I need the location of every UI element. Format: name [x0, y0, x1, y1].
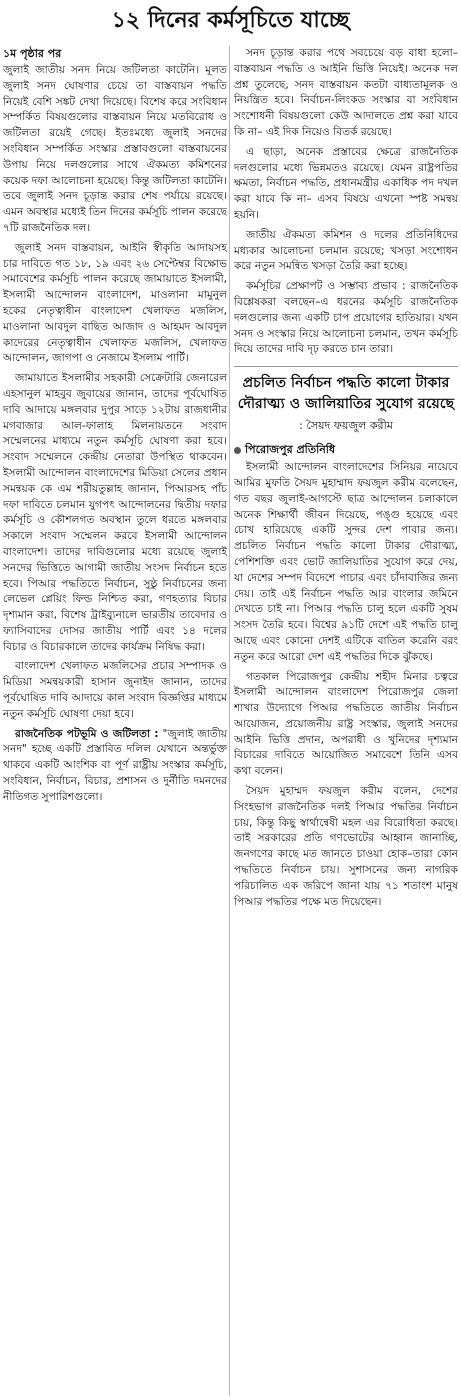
left-column: [3, 46, 227, 1396]
sub-headline-credit: : সৈয়দ ফয়জুল করীম: [299, 419, 393, 433]
paragraph: জুলাই জাতীয় সনদ নিয়ে জটিলতা কাটেনি। মূলত জুলাই সনদ ঘোষণার চেয়ে তা বাস্তবায়ন পদ্ধতি নিয়েই বেশি সঙ্কট দেখা দিয়েছে। বিশেষ করে সংবিধান সম্পর্কিত বিষয়গুলোর বাস্তবায়ন নিয়ে মতবিরোধ ও জটিলতা রয়েই গেছে। ইতঃমধ্যে জুলাই সনদের সংবিধান সম্পর্কিত সংস্কার প্রস্তাবগুলো বাস্তবায়নের উপায় নিয়ে দলগুলোর সাথে ঐকমত্য কমিশনের কয়েক দফা আলোচনা হয়েছে। কিন্তু জটিলতা কাটেনি। তবে জুলাই সনদ চূড়ান্ত করার শেষ পর্যায়ে রয়েছে। এমন অবস্থার মধ্যেই তিন দিনের কর্মসূচি পালন করেছে ৭টি রাজনৈতিক দল।: [3, 64, 227, 234]
paragraph: জাতীয় ঐকমত্য কমিশন ও দলের প্রতিনিধিদের মধ্যকার আলোচনা চলমান রয়েছে; খসড়া সংশোধন করে নতুন সমন্বিত খসড়া তৈরি করা হচ্ছে।: [234, 228, 458, 273]
continued-from-label: ১ম পৃষ্ঠার পর: [3, 47, 62, 60]
section-lead: রাজনৈতিক পটভূমি ও জটিলতা :: [15, 727, 159, 740]
dateline: [234, 442, 458, 458]
dateline-text: পিরোজপুর প্রতিনিধি: [245, 443, 336, 457]
sub-headline: [234, 366, 458, 436]
sub-headline-text: প্রচলিত নির্বাচন পদ্ধতি কালো টাকার দৌরাত্ম্য ও জালিয়াতির সুযোগ রয়েছে: [237, 375, 455, 413]
column-divider: [229, 46, 230, 1396]
paragraph: গতকাল পিরোজপুর কেন্দ্রীয় শহীদ মিনার চত্বরে ইসলামী আন্দোলন বাংলাদেশ পিরোজপুর জেলা শাখার উদ্যোগে পিআর পদ্ধতিতে জাতীয় নির্বাচন আয়োজন, প্রয়োজনীয় রাষ্ট্র সংস্কার, জুলাই সনদের আইনি ভিত্তি প্রদান, অপরাধী ও খুনিদের দৃশ্যমান বিচারের দাবিতে আয়োজিত সমাবেশে তিনি এসব কথা বলেন।: [234, 670, 458, 778]
paragraph: জুলাই সনদ বাস্তবায়ন, আইনি স্বীকৃতি আদায়সহ চার দাবিতে গত ১৮, ১৯ এবং ২৬ সেপ্টেম্বর বিক্ষোভ সমাবেশের কর্মসূচি পালন করেছে জামায়াতে ইসলামী, ইসলামী আন্দোলন বাংলাদেশ, মাওলানা মামুনুল হকের নেতৃত্বাধীন বাংলাদেশ খেলাফত মজলিস, মাওলানা আবদুল বাছিত আজাদ ও আহমদ আবদুল কাদেরের নেতৃত্বাধীন খেলাফত মজলিস, খেলাফত আন্দোলন, জাগপা ও নেজামে ইসলাম পার্টি।: [3, 241, 227, 365]
paragraph: এ ছাড়া, অনেক প্রস্তাবের ক্ষেত্রে রাজনৈতিক দলগুলোর মধ্যে ভিন্নমতও রয়েছে। যেমন রাষ্ট্রপতির ক্ষমতা, নির্বাচন পদ্ধতি, প্রধানমন্ত্রীর একাধিক পদ দখল করা যাবে কি না– এসব বিষয়ে এখনো স্পষ্ট সমন্বয় হয়নি।: [234, 145, 458, 221]
paragraph: [3, 727, 227, 806]
paragraph: বাংলাদেশ খেলাফত মজলিসের প্রচার সম্পাদক ও মিডিয়া সমন্বয়কারী হাসান জুনাইদ জানান, তাদের পূর্বঘোষিত দাবি আদায়ে কাল সংবাদ বিজ্ঞপ্তির মাধ্যমে নতুন কর্মসূচি ঘোষণা দেয়া হবে।: [3, 660, 227, 720]
right-column: [234, 46, 458, 1396]
paragraph: জামায়াতে ইসলামীর সহকারী সেক্রেটারি জেনারেল এহসানুল মাহবুব জুবায়ের জানান, তাদের পূর্বঘোষিত দাবি আদায়ে মঙ্গলবার দুপুর সাড়ে ১২টায় রাজধানীর মগবাজার আল-ফালাহ মিলনায়তনে সংবাদ সম্মেলনের মাধ্যমে নতুন কর্মসূচি ঘোষণা করা হবে। সংবাদ সম্মেলনে কেন্দ্রীয় নেতারা উপস্থিত থাকবেন। ইসলামী আন্দোলন বাংলাদেশের মিডিয়া সেলের প্রধান সমন্বয়ক কে এম শরীয়তুল্লাহ জানান, পিআরসহ পাঁচ দফা দাবিতে চলমান যুগপৎ আন্দোলনের দ্বিতীয় দফার কর্মসূচি ও কৌশলগত অবস্থান তুলে ধরতে মঙ্গলবার সকালে সংবাদ সম্মেলন করবে ইসলামী আন্দোলন বাংলাদেশ। তাদের দাবিগুলোর মধ্যে রয়েছে জুলাই সনদের ভিত্তিতে আগামী জাতীয় সংসদ নির্বাচন হতে হবে। পিআর পদ্ধতিতে নির্বাচন, সুষ্ঠু নির্বাচনের জন্য লেভেল প্লেয়িং ফিল্ড নিশ্চিত করা, গণহত্যার বিচার দৃশ্যমান করা, বিশেষ ট্রাইব্যুনালে ভারতীয় তাবেদার ও ফ্যাসিবাদের দোসর জাতীয় পার্টি এবং ১৪ দলের বিচার ও বিচারকালে তাদের কার্যক্রম নিষিদ্ধ করা।: [3, 372, 227, 653]
headline: ১২ দিনের কর্মসূচিতে যাচ্ছে: [111, 8, 350, 33]
bullet-icon: [234, 447, 241, 454]
paragraph: সনদ চূড়ান্ত করার পথে সবচেয়ে বড় বাধা হলো– বাস্তবায়ন পদ্ধতি ও আইনি ভিত্তি নিয়েই। অনেক দল প্রশ্ন তুলেছে, সনদ বাস্তবায়ন কতটা বাধ্যতামূলক ও নিয়ন্ত্রিত হবে। নির্বাচন-লিংকড সংস্কার বা সংবিধান সংশোধনী বিষয়গুলো কেউ আদালতে প্রশ্ন করা যাবে কি না– এই দিক নিয়েও বিতর্ক রয়েছে।: [234, 47, 458, 138]
paragraph: কর্মসূচির প্রেক্ষাপট ও সম্ভাব্য প্রভাব : রাজনৈতিক বিশ্লেষকরা বলছেন–এ ধরনের কর্মসূচি রাজনৈতিক দলগুলোর জন্য একটি চাপ প্রয়োগের হাতিয়ার। যখন সনদ ও সংস্কার নিয়ে আলোচনা চলমান, তখন কর্মসূচি দিয়ে তাদের দাবি দৃঢ় করতে চান তারা।: [234, 280, 458, 356]
paragraph: ইসলামী আন্দোলন বাংলাদেশের সিনিয়র নায়েবে আমির মুফতি সৈয়দ মুহাম্মাদ ফয়জুল করীম বলেছেন, গত বছর জুলাই-আগস্টে ছাত্র আন্দোলন চলাকালে অনেক শিক্ষার্থী জীবন দিয়েছে, পঙ্গু হয়েছে এবং চোখ হারিয়েছে একটি সুন্দর দেশ পাবার জন্য। প্রচলিত নির্বাচন পদ্ধতি কালো টাকার দৌরাত্ম্য, পেশিশক্তি এবং ভোট জালিয়াতির সুযোগ করে দেয়, যা দেশের সম্পদ বিদেশে পাচার এবং চাঁদাবাজির জন্য দেয়। তাই এই নির্বাচন পদ্ধতি আর বাংলার জমিনে দেখতে চাই না। পিআর পদ্ধতি চালু হলে একটি সুষম সংসদ তৈরি হবে। বিশ্বের ৯১টি দেশে এই পদ্ধতি চালু আছে এবং কোনো দেশই এটিকে বাতিল করেনি বরং নতুন করে আরো দেশ এই পদ্ধতির দিকে ঝুঁকছে।: [234, 461, 458, 663]
paragraph-text: "জুলাই জাতীয় সনদ" হচ্ছে একটি প্রস্তাবিত দলিল যেখানে অন্তর্ভুক্ত থাকবে একটি আংশিক বা পূর্ণ রাষ্ট্রীয় সংস্কার কর্মসূচি, সংবিধান, নির্বাচন, বিচার, প্রশাসন ও দুর্নীতি দমনদের নীতিগত সুপারিশগুলো।: [3, 727, 227, 803]
paragraph: সৈয়দ মুহাম্মদ ফয়জুল করীম বলেন, দেশের সিংহভাগ রাজনৈতিক দলই পিআর পদ্ধতির নির্বাচন চায়, কিন্তু কিছু স্বার্থান্বেষী মহল এর বিরোধিতা করছে। তাই সরকারের প্রতি গণভোটের আহ্বান জানাচ্ছি, জনগণের কাছে মত জানতে চাওয়া হোক–তারা কোন পদ্ধতিতে নির্বাচন চায়। সুশাসনের জন্য নাগরিক পরিচালিত এক জরিপে জানা যায় ৭১ শতাংশ মানুষ পিআর পদ্ধতির পক্ষে মত দিয়েছেন।: [234, 785, 458, 908]
